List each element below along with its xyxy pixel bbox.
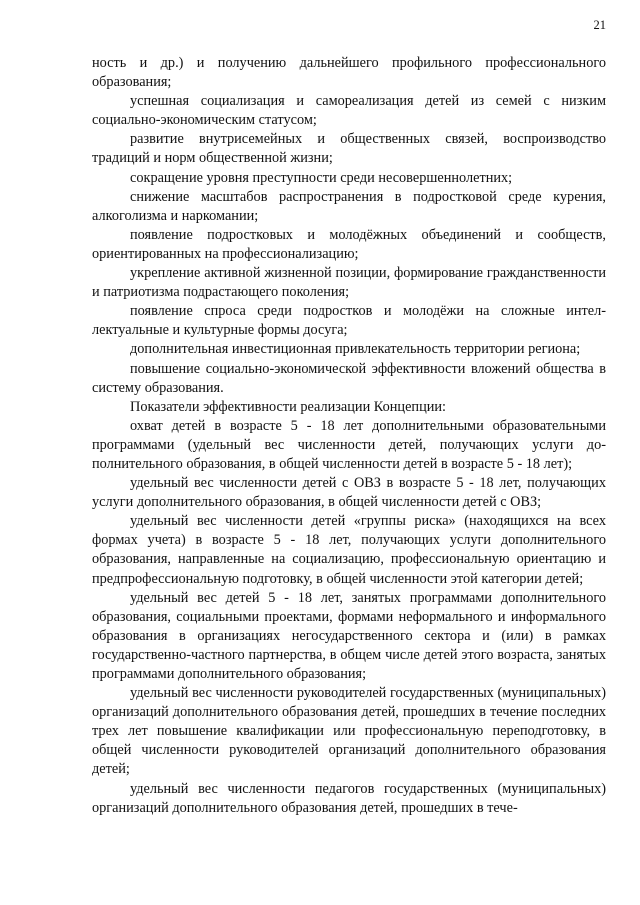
- paragraph: удельный вес численности педагогов государственных (муниципальных) организаций дополнительного образования детей, прошедших в тече-: [92, 780, 606, 816]
- paragraph: удельный вес численности детей с ОВЗ в возрасте 5 - 18 лет, получающих услуги дополнительного образования, в общей численности детей с ОВЗ;: [92, 475, 606, 511]
- paragraph: удельный вес детей 5 - 18 лет, занятых программами дополнительного образования, социальными проектами, формами неформального и информального образования в организациях негосударственного сектора и (или) в рамках государственно-частного партнерства, в общем числе детей этого возраста, занятых программами дополнительного образования;: [92, 589, 606, 682]
- paragraph: сокращение уровня преступности среди несовершеннолетних;: [130, 169, 513, 186]
- paragraph: повышение социально-экономической эффективности вложений общества в систему образования.: [92, 360, 606, 396]
- body-text: [92, 54, 606, 818]
- paragraph: охват детей в возрасте 5 - 18 лет дополнительными образовательными программами (удельный вес численности детей, получающих услуги дополнительного образования, в общей численности детей в возрасте 5 - 18 лет);: [92, 417, 606, 472]
- page-number: 21: [593, 18, 606, 32]
- paragraph: появление подростковых и молодёжных объединений и сообществ, ориентированных на профессионализацию;: [92, 226, 606, 262]
- paragraph: снижение масштабов распространения в подростковой среде курения, алкоголизма и наркомании;: [92, 188, 606, 224]
- paragraph: дополнительная инвестиционная привлекательность территории региона;: [130, 341, 581, 358]
- paragraph: успешная социализация и самореализация детей из семей с низким социально-экономическим статусом;: [92, 93, 606, 129]
- paragraph: появление спроса среди подростков и молодёжи на сложные интеллектуальные и культурные формы досуга;: [92, 303, 606, 339]
- paragraph: укрепление активной жизненной позиции, формирование гражданственности и патриотизма подрастающего поколения;: [92, 265, 606, 301]
- section-lead: Показатели эффективности реализации Концепции:: [130, 398, 446, 415]
- paragraph-continuation: ность и др.) и получению дальнейшего профильного профессионального образования;: [92, 55, 606, 91]
- paragraph: удельный вес численности детей «группы риска» (находящихся на всех формах учета) в возрасте 5 - 18 лет, получающих услуги дополнительного образования, направленные на социализацию, профессиональную ориентацию и предпрофессиональную подготовку, в общей численности этой категории детей;: [92, 513, 606, 587]
- paragraph: развитие внутрисемейных и общественных связей, воспроизводство традиций и норм общественной жизни;: [92, 131, 606, 167]
- paragraph: удельный вес численности руководителей государственных (муниципальных) организаций дополнительного образования детей, прошедших в течение последних трех лет повышение квалификации или профессиональную переподготовку, в общей численности руководителей организаций дополнительного образования детей;: [92, 685, 606, 778]
